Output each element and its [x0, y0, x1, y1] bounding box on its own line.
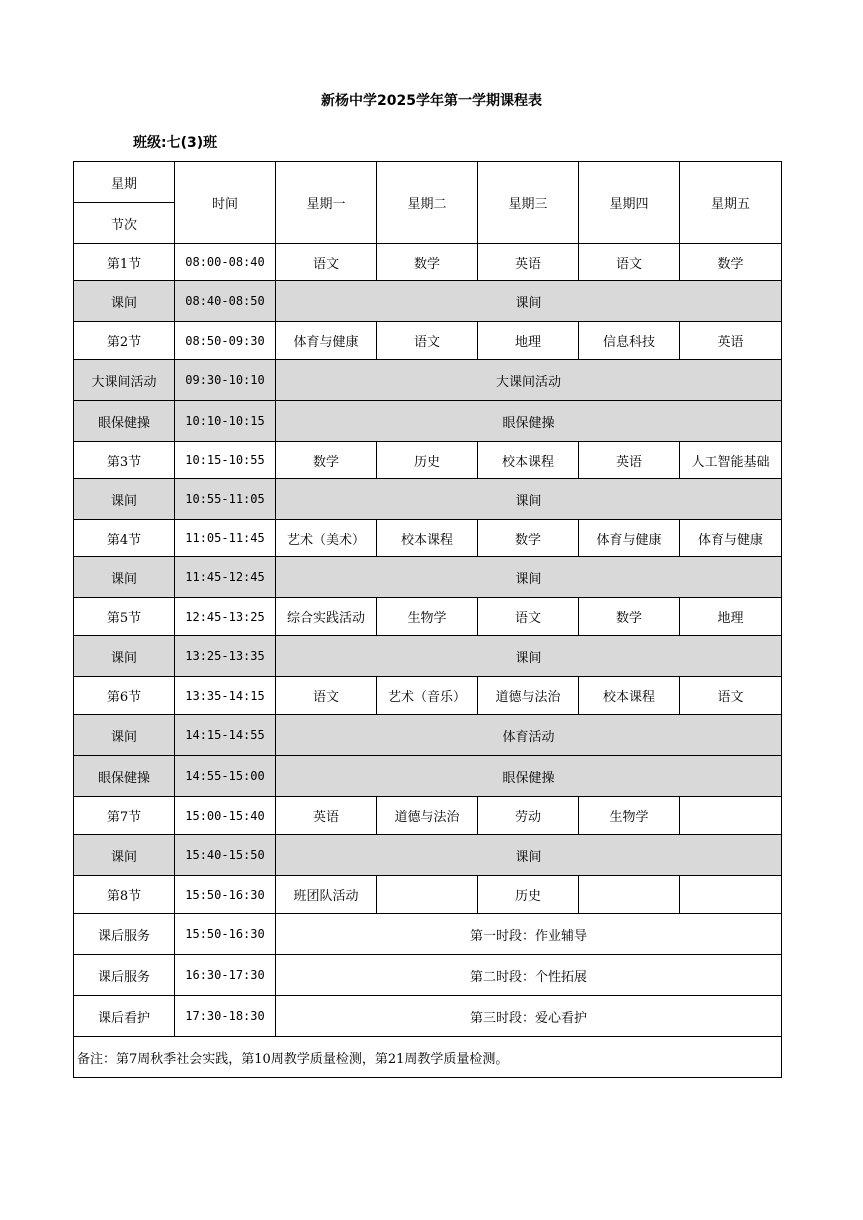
subject-cell: 校本课程	[579, 677, 680, 715]
period-label: 第4节	[74, 520, 175, 557]
subject-cell: 语文	[276, 677, 377, 715]
subject-cell: 信息科技	[579, 322, 680, 360]
time-cell: 10:10-10:15	[175, 401, 276, 442]
table-row	[74, 797, 782, 835]
subject-cell: 历史	[377, 442, 478, 479]
subject-cell: 地理	[680, 598, 782, 636]
period-label: 第6节	[74, 677, 175, 715]
subject-cell: 英语	[478, 244, 579, 281]
period-label: 第8节	[74, 876, 175, 914]
break-cell: 课间	[276, 835, 782, 876]
table-row	[74, 244, 782, 281]
table-row	[74, 677, 782, 715]
time-cell: 08:50-09:30	[175, 322, 276, 360]
period-label: 第7节	[74, 797, 175, 835]
service-cell: 第一时段：作业辅导	[276, 914, 782, 955]
time-cell: 12:45-13:25	[175, 598, 276, 636]
break-cell: 课间	[276, 557, 782, 598]
break-cell: 课间	[276, 636, 782, 677]
time-cell: 10:55-11:05	[175, 479, 276, 520]
time-cell: 15:40-15:50	[175, 835, 276, 876]
period-label: 课后看护	[74, 996, 175, 1037]
subject-cell: 人工智能基础	[680, 442, 782, 479]
subject-cell: 道德与法治	[377, 797, 478, 835]
time-cell: 08:40-08:50	[175, 281, 276, 322]
subject-cell: 语文	[680, 677, 782, 715]
time-cell: 14:55-15:00	[175, 756, 276, 797]
day-header-thu: 星期四	[579, 162, 680, 244]
time-cell: 13:25-13:35	[175, 636, 276, 677]
page-title: 新杨中学2025学年第一学期课程表	[321, 93, 542, 109]
subject-cell: 数学	[579, 598, 680, 636]
subject-cell: 语文	[377, 322, 478, 360]
time-cell: 14:15-14:55	[175, 715, 276, 756]
table-row	[74, 715, 782, 756]
table-row	[74, 479, 782, 520]
time-cell: 10:15-10:55	[175, 442, 276, 479]
break-cell: 课间	[276, 281, 782, 322]
subject-cell: 班团队活动	[276, 876, 377, 914]
day-header-fri: 星期五	[680, 162, 782, 244]
time-cell: 08:00-08:40	[175, 244, 276, 281]
subject-cell	[377, 876, 478, 914]
period-label: 课间	[74, 835, 175, 876]
subject-cell	[680, 797, 782, 835]
subject-cell: 语文	[276, 244, 377, 281]
corner-weekday-label: 星期	[74, 162, 175, 203]
time-cell: 15:00-15:40	[175, 797, 276, 835]
subject-cell: 地理	[478, 322, 579, 360]
table-row	[74, 876, 782, 914]
period-label: 课后服务	[74, 914, 175, 955]
subject-cell	[579, 876, 680, 914]
period-label: 课间	[74, 281, 175, 322]
subject-cell: 体育与健康	[680, 520, 782, 557]
subject-cell: 英语	[579, 442, 680, 479]
table-row	[74, 557, 782, 598]
subject-cell: 劳动	[478, 797, 579, 835]
subject-cell: 体育与健康	[579, 520, 680, 557]
period-label: 大课间活动	[74, 360, 175, 401]
note: 备注：第7周秋季社会实践，第10周教学质量检测，第21周教学质量检测。	[74, 1037, 782, 1078]
time-cell: 16:30-17:30	[175, 955, 276, 996]
subject-cell: 生物学	[377, 598, 478, 636]
table-row	[74, 281, 782, 322]
time-header: 时间	[175, 162, 276, 244]
timetable	[73, 161, 782, 1078]
break-cell: 课间	[276, 479, 782, 520]
time-cell: 17:30-18:30	[175, 996, 276, 1037]
table-row	[74, 598, 782, 636]
period-label: 课后服务	[74, 955, 175, 996]
break-cell: 体育活动	[276, 715, 782, 756]
period-label: 第2节	[74, 322, 175, 360]
table-row	[74, 520, 782, 557]
time-cell: 15:50-16:30	[175, 914, 276, 955]
time-cell: 11:45-12:45	[175, 557, 276, 598]
period-label: 课间	[74, 636, 175, 677]
table-row	[74, 360, 782, 401]
table-row	[74, 996, 782, 1037]
table-row	[74, 442, 782, 479]
subject-cell: 数学	[377, 244, 478, 281]
period-label: 眼保健操	[74, 401, 175, 442]
table-row	[74, 636, 782, 677]
subject-cell: 英语	[276, 797, 377, 835]
table-row	[74, 955, 782, 996]
table-row	[74, 835, 782, 876]
subject-cell: 生物学	[579, 797, 680, 835]
period-label: 课间	[74, 557, 175, 598]
subject-cell: 数学	[478, 520, 579, 557]
period-label: 第5节	[74, 598, 175, 636]
period-label: 眼保健操	[74, 756, 175, 797]
period-label: 第3节	[74, 442, 175, 479]
subject-cell: 英语	[680, 322, 782, 360]
day-header-tue: 星期二	[377, 162, 478, 244]
service-cell: 第三时段：爱心看护	[276, 996, 782, 1037]
service-cell: 第二时段：个性拓展	[276, 955, 782, 996]
table-row	[74, 401, 782, 442]
day-header-wed: 星期三	[478, 162, 579, 244]
break-cell: 大课间活动	[276, 360, 782, 401]
subject-cell: 艺术（美术）	[276, 520, 377, 557]
table-row	[74, 322, 782, 360]
time-cell: 11:05-11:45	[175, 520, 276, 557]
subject-cell: 语文	[579, 244, 680, 281]
subject-cell: 体育与健康	[276, 322, 377, 360]
corner-period-label: 节次	[74, 203, 175, 244]
subject-cell	[680, 876, 782, 914]
time-cell: 15:50-16:30	[175, 876, 276, 914]
table-row	[74, 756, 782, 797]
break-cell: 眼保健操	[276, 756, 782, 797]
period-label: 课间	[74, 479, 175, 520]
subject-cell: 语文	[478, 598, 579, 636]
time-cell: 13:35-14:15	[175, 677, 276, 715]
subject-cell: 数学	[680, 244, 782, 281]
subject-cell: 校本课程	[377, 520, 478, 557]
subject-cell: 历史	[478, 876, 579, 914]
subject-cell: 综合实践活动	[276, 598, 377, 636]
subject-cell: 艺术（音乐）	[377, 677, 478, 715]
class-label: 班级:七(3)班	[133, 135, 218, 151]
time-cell: 09:30-10:10	[175, 360, 276, 401]
subject-cell: 道德与法治	[478, 677, 579, 715]
period-label: 课间	[74, 715, 175, 756]
period-label: 第1节	[74, 244, 175, 281]
table-row	[74, 914, 782, 955]
day-header-mon: 星期一	[276, 162, 377, 244]
break-cell: 眼保健操	[276, 401, 782, 442]
subject-cell: 校本课程	[478, 442, 579, 479]
subject-cell: 数学	[276, 442, 377, 479]
